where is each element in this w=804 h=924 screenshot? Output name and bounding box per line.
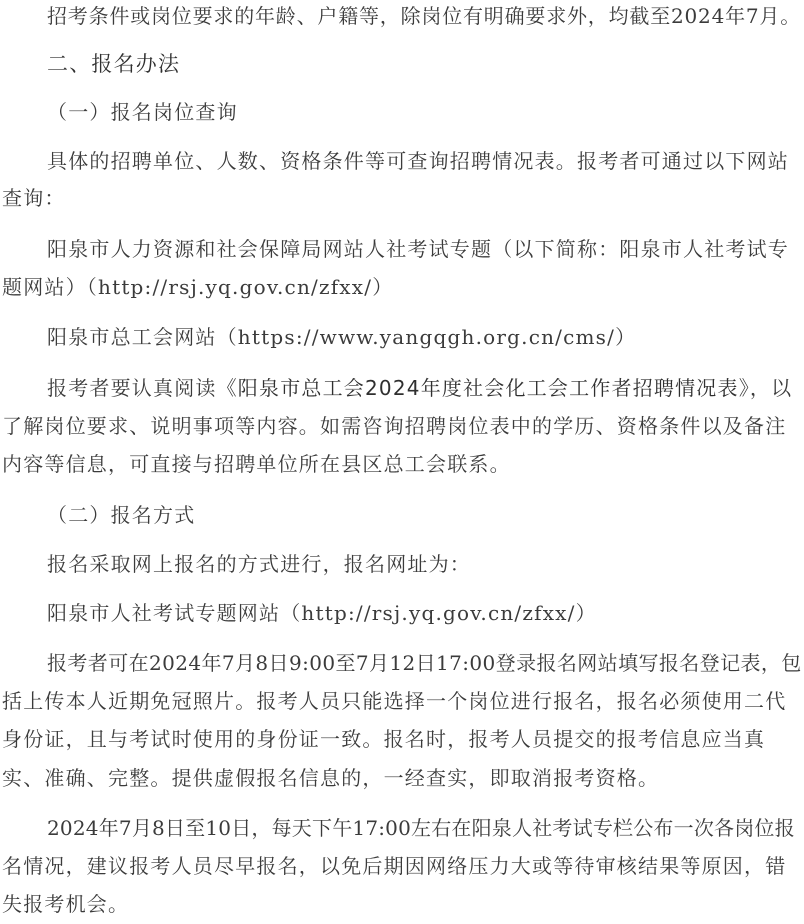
paragraph-time-line-2: 括上传本人近期免冠照片。报考人员只能选择一个岗位进行报名，报名必须使用二代 — [2, 689, 787, 713]
paragraph-time-line-3: 身份证，且与考试时使用的身份证一致。报名时，报考人员提交的报考信息应当真 — [2, 727, 766, 751]
paragraph-query-line-1: 具体的招聘单位、人数、资格条件等可查询招聘情况表。报考者可通过以下网站 — [47, 149, 789, 173]
paragraph-notice-line-1: 2024年7月8日至10日，每天下午17:00左右在阳泉人社考试专栏公布一次各岗位报 — [47, 816, 795, 840]
paragraph-time-line-1: 报考者可在2024年7月8日9:00至7月12日17:00登录报名网站填写报名登记表，包 — [47, 651, 802, 675]
paragraph-site1-line-1: 阳泉市人力资源和社会保障局网站人社考试专题（以下简称：阳泉市人社考试专 — [47, 237, 789, 261]
paragraph-method-line-1: 报名采取网上报名的方式进行，报名网址为： — [47, 552, 471, 576]
paragraph-read-line-1 — [47, 374, 792, 402]
subheading-registration-method: （二）报名方式 — [47, 503, 196, 527]
paragraph-read-line-2: 了解岗位要求、说明事项等内容。如需咨询招聘岗位表中的学历、资格条件以及备注 — [2, 414, 787, 438]
paragraph-age-line-1: 招考条件或岗位要求的年龄、户籍等，除岗位有明确要求外，均截至2024年7月。 — [47, 4, 802, 28]
paragraph-site2-line-1: 阳泉市总工会网站（https://www.yangqgh.org.cn/cms/） — [47, 325, 637, 349]
paragraph-site1-line-2: 题网站）（http://rsj.yq.gov.cn/zfxx/） — [2, 275, 394, 299]
read-suffix: ，以 — [749, 376, 793, 400]
paragraph-notice-line-3: 失报考机会。 — [2, 892, 130, 916]
read-prefix: 报考者要认真阅读 — [47, 376, 217, 400]
paragraph-query-line-2: 查询： — [2, 186, 66, 210]
paragraph-notice-line-2: 名情况，建议报考人员尽早报名，以免后期因网络压力大或等待审核结果等原因，错 — [2, 854, 787, 878]
recruitment-table-title: 《阳泉市总工会2024年度社会化工会工作者招聘情况表》 — [216, 376, 750, 400]
paragraph-time-line-4: 实、准确、完整。提供虚假报名信息的，一经查实，即取消报考资格。 — [2, 766, 660, 790]
paragraph-site3-line-1: 阳泉市人社考试专题网站（http://rsj.yq.gov.cn/zfxx/） — [47, 601, 597, 625]
subheading-position-query: （一）报名岗位查询 — [47, 100, 238, 124]
section-heading-registration: 二、报名办法 — [47, 52, 181, 76]
paragraph-read-line-3: 内容等信息，可直接与招聘单位所在县区总工会联系。 — [2, 452, 511, 476]
